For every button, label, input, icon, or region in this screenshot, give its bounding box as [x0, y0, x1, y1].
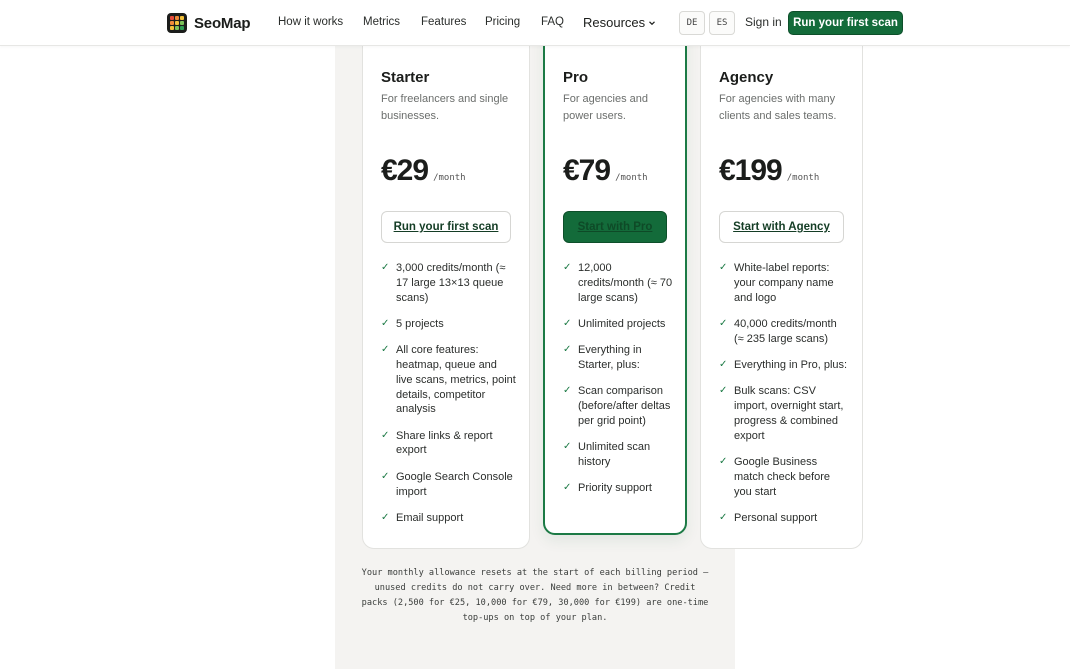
feature-item: ✓ Priority support: [563, 481, 675, 496]
nav-pricing[interactable]: Pricing: [485, 16, 521, 28]
feature-item: ✓ Unlimited scan history: [563, 440, 675, 470]
start-with-agency-button[interactable]: Start with Agency: [719, 211, 844, 243]
feature-item: ✓ All core features: heatmap, queue and live scans, metrics, point details, competitor analysis: [381, 343, 516, 417]
plan-description: For freelancers and single businesses.: [381, 93, 509, 122]
price-period: /month: [786, 173, 820, 183]
plan-feature-list: [563, 261, 675, 508]
feature-item: ✓ Scan comparison (before/after deltas per grid point): [563, 384, 675, 428]
price-period: /month: [433, 173, 466, 183]
feature-item: ✓ Everything in Pro, plus:: [719, 358, 849, 373]
plan-name: Pro: [563, 69, 589, 86]
price-amount: €199: [719, 154, 782, 187]
starter-cta-button[interactable]: Run your first scan: [381, 211, 511, 243]
start-with-pro-button[interactable]: Start with Pro: [563, 211, 667, 243]
brand-name: SeoMap: [194, 14, 251, 32]
credits-footnote: Your monthly allowance resets at the start of each billing period — unused credits do not carry over. Need more in between? Credit packs (2,500 for €25, 10,000 for €79, 30,000 for €199) are one-time top-ups on top of your plan.: [361, 568, 709, 623]
feature-item: ✓ Email support: [381, 511, 516, 526]
nav-faq[interactable]: FAQ: [541, 16, 565, 28]
nav-resources-label: Resources: [583, 15, 646, 30]
price-period: /month: [615, 173, 648, 183]
run-first-scan-button[interactable]: Run your first scan: [788, 11, 903, 35]
plan-feature-list: [719, 261, 849, 537]
feature-item: ✓ 40,000 credits/month (≈ 235 large scans): [719, 317, 849, 347]
price-amount: €29: [381, 154, 429, 187]
plan-description: For agencies and power users.: [563, 93, 648, 122]
feature-item: ✓ Bulk scans: CSV import, overnight start, progress & combined export: [719, 384, 849, 443]
plan-name: Agency: [719, 69, 774, 86]
feature-item: ✓ Google Business match check before you start: [719, 455, 849, 499]
feature-item: ✓ 5 projects: [381, 317, 516, 332]
top-navigation: [0, 0, 1070, 46]
plan-card-starter: [362, 20, 530, 549]
plan-name: Starter: [381, 69, 430, 86]
plan-price: [719, 154, 819, 188]
feature-item: ✓ White-label reports: your company name and logo: [719, 261, 849, 305]
lang-es-button[interactable]: ES: [709, 11, 735, 35]
feature-item: ✓ 12,000 credits/month (≈ 70 large scans): [563, 261, 675, 305]
feature-item: ✓ Share links & report export: [381, 429, 516, 459]
nav-metrics[interactable]: Metrics: [363, 16, 401, 28]
plan-description: For agencies with many clients and sales teams.: [719, 93, 837, 122]
plan-price: [381, 154, 466, 188]
nav-features[interactable]: Features: [421, 16, 467, 28]
plan-card-agency: [700, 20, 863, 549]
feature-item: ✓ Unlimited projects: [563, 317, 675, 332]
plan-feature-list: [381, 261, 516, 537]
logo-grid-icon: [167, 13, 187, 33]
feature-item: ✓ Personal support: [719, 511, 849, 526]
price-amount: €79: [563, 154, 611, 187]
feature-item: ✓ 3,000 credits/month (≈ 17 large 13×13 queue scans): [381, 261, 516, 305]
nav-how-it-works[interactable]: How it works: [278, 16, 344, 28]
feature-item: ✓ Google Search Console import: [381, 470, 516, 500]
sign-in-link[interactable]: Sign in: [745, 15, 782, 29]
plan-card-pro: [543, 20, 687, 535]
plan-price: [563, 154, 648, 188]
brand-logo[interactable]: [167, 13, 250, 33]
nav-resources-dropdown[interactable]: [583, 15, 656, 30]
feature-item: ✓ Everything in Starter, plus:: [563, 343, 675, 373]
chevron-down-icon: [648, 19, 656, 27]
lang-de-button[interactable]: DE: [679, 11, 705, 35]
